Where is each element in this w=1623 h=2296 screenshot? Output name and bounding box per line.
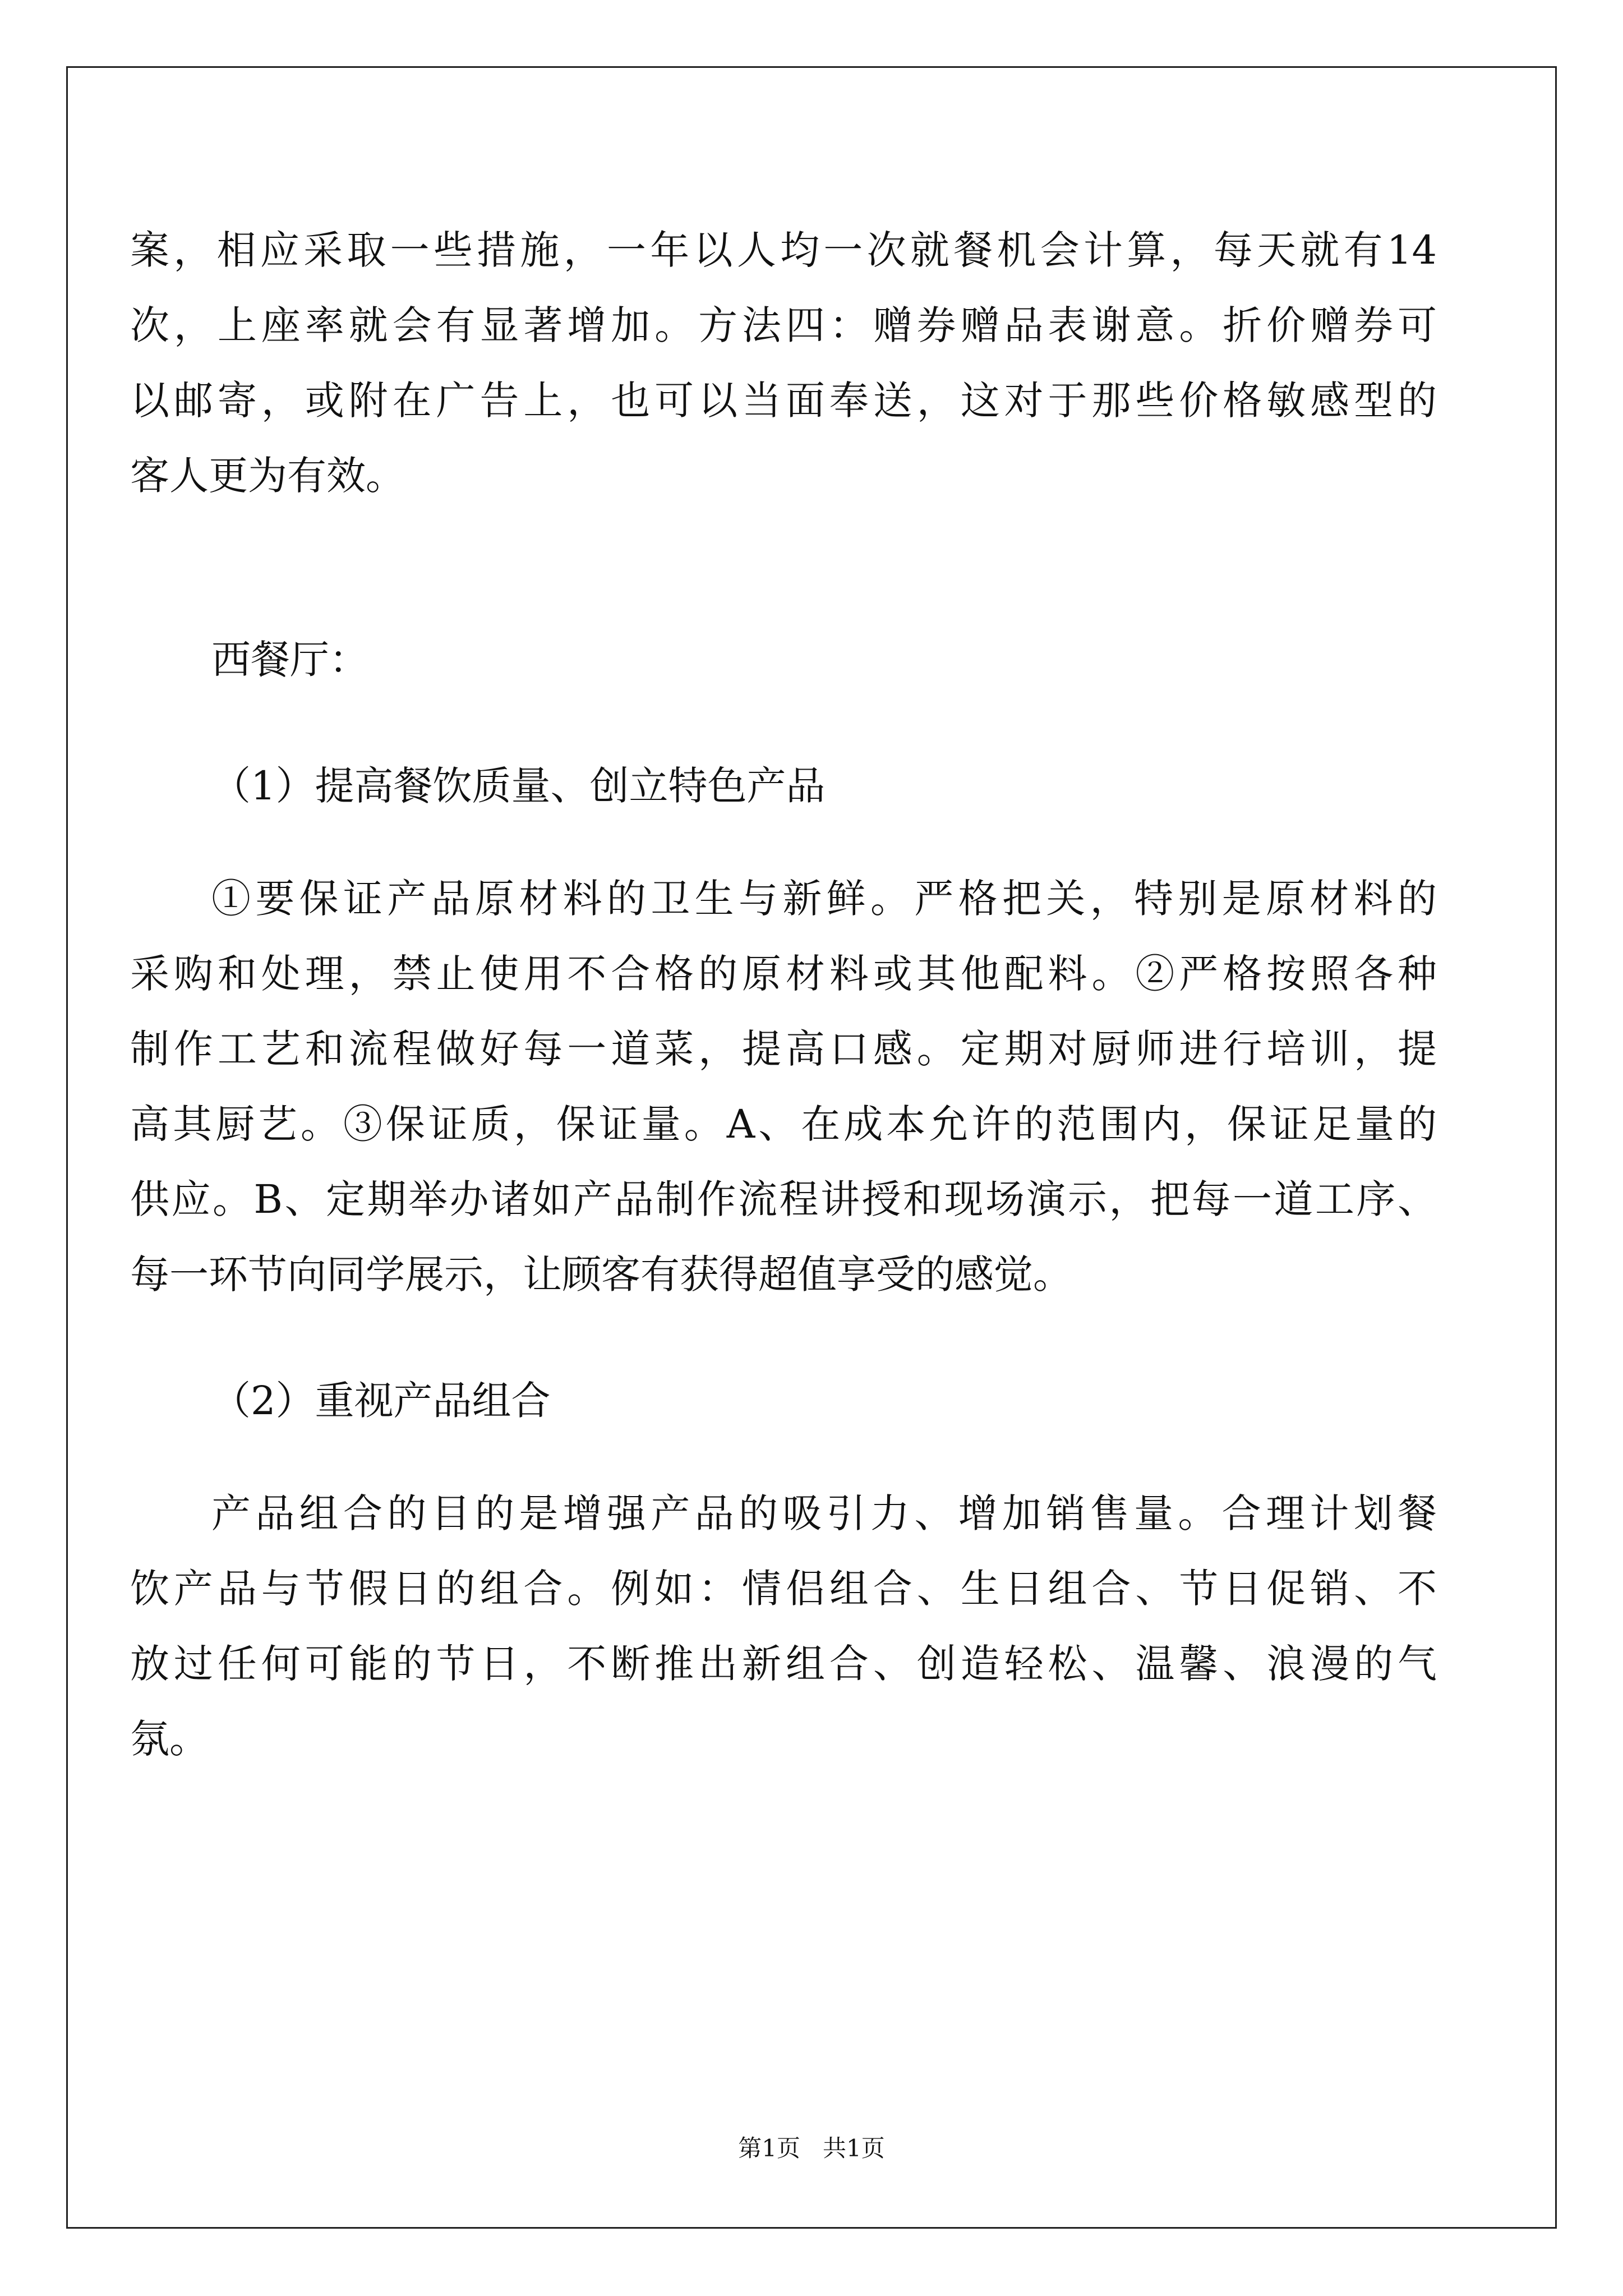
section-heading: 西餐厅： (211, 637, 368, 683)
text-line: 氛。 (130, 1716, 209, 1762)
text-line: 产品组合的目的是增强产品的吸引力、增加销售量。合理计划餐 (211, 1490, 1437, 1536)
text-line: 客人更为有效。 (130, 453, 405, 499)
page-total: 共1页 (823, 2134, 885, 2162)
text-line: 每一环节向同学展示，让顾客有获得超值享受的感觉。 (130, 1251, 1072, 1297)
text-line: ①要保证产品原材料的卫生与新鲜。严格把关，特别是原材料的 (211, 876, 1437, 922)
text-line: 案，相应采取一些措施，一年以人均一次就餐机会计算，每天就有14 (130, 227, 1437, 273)
page-footer (0, 2132, 1623, 2165)
text-line: 以邮寄，或附在广告上，也可以当面奉送，这对于那些价格敏感型的 (130, 378, 1437, 424)
text-line: 采购和处理，禁止使用不合格的原材料或其他配料。②严格按照各种 (130, 951, 1437, 997)
subsection-heading: （1）提高餐饮质量、创立特色产品 (211, 763, 826, 809)
text-line: 高其厨艺。③保证质，保证量。A、在成本允许的范围内，保证足量的 (130, 1101, 1437, 1147)
subsection-heading: （2）重视产品组合 (211, 1378, 551, 1424)
text-line: 饮产品与节假日的组合。例如：情侣组合、生日组合、节日促销、不 (130, 1566, 1437, 1612)
page-number: 第1页 (738, 2134, 800, 2162)
text-line: 制作工艺和流程做好每一道菜，提高口感。定期对厨师进行培训，提 (130, 1026, 1437, 1072)
text-line: 放过任何可能的节日，不断推出新组合、创造轻松、温馨、浪漫的气 (130, 1641, 1437, 1687)
text-line: 供应。B、定期举办诸如产品制作流程讲授和现场演示，把每一道工序、 (130, 1176, 1437, 1222)
text-line: 次，上座率就会有显著增加。方法四：赠券赠品表谢意。折价赠券可 (130, 302, 1437, 348)
